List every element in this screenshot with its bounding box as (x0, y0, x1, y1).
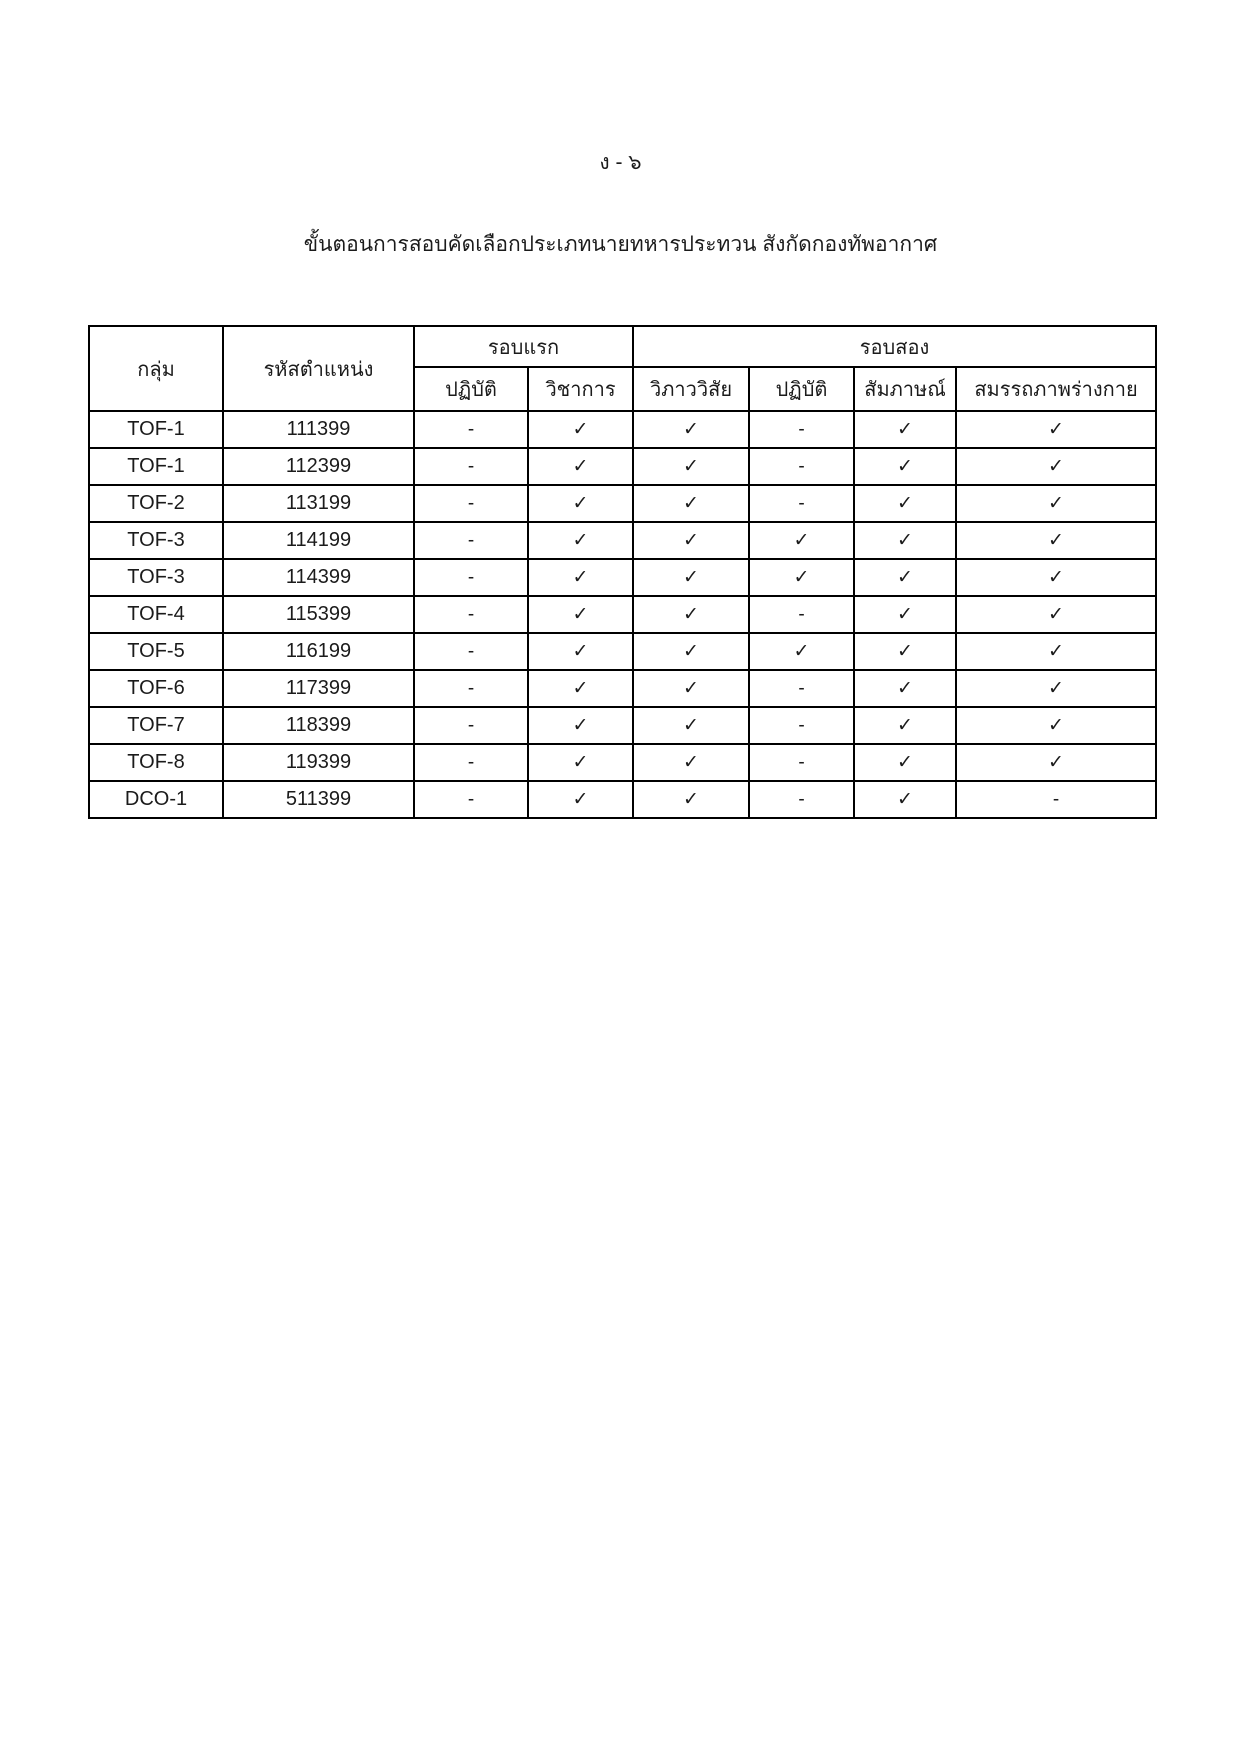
r1-academic-cell: ✓ (528, 781, 633, 818)
table-row (89, 448, 1156, 485)
r2-physical-cell: - (956, 781, 1156, 818)
r2-practical-cell: - (749, 485, 854, 522)
selection-process-table (88, 325, 1157, 819)
r2-objective-cell: ✓ (633, 559, 749, 596)
position-code-cell: 114399 (223, 559, 414, 596)
r1-academic-cell: ✓ (528, 559, 633, 596)
r1-academic-cell: ✓ (528, 744, 633, 781)
r2-interview-cell: ✓ (854, 707, 956, 744)
r2-physical-cell: ✓ (956, 707, 1156, 744)
r2-objective-cell: ✓ (633, 707, 749, 744)
r1-practical-cell: - (414, 781, 528, 818)
position-code-cell: 117399 (223, 670, 414, 707)
table-row (89, 633, 1156, 670)
r2-physical-cell: ✓ (956, 485, 1156, 522)
r2-physical-cell: ✓ (956, 596, 1156, 633)
group-cell: TOF-6 (89, 670, 223, 707)
r2-physical-cell: ✓ (956, 448, 1156, 485)
r1-practical-cell: - (414, 485, 528, 522)
table-row (89, 781, 1156, 818)
table-row (89, 559, 1156, 596)
table-row (89, 522, 1156, 559)
position-code-cell: 111399 (223, 411, 414, 448)
r2-practical-cell: - (749, 596, 854, 633)
r2-practical-cell: - (749, 411, 854, 448)
r1-practical-cell: - (414, 670, 528, 707)
group-cell: TOF-7 (89, 707, 223, 744)
r1-practical-cell: - (414, 411, 528, 448)
r1-academic-cell: ✓ (528, 633, 633, 670)
r2-physical-cell: ✓ (956, 559, 1156, 596)
header-row-top (89, 326, 1156, 367)
r2-physical-cell: ✓ (956, 744, 1156, 781)
r1-academic-cell: ✓ (528, 448, 633, 485)
r2-interview-cell: ✓ (854, 744, 956, 781)
r2-interview-cell: ✓ (854, 522, 956, 559)
header-round-one: รอบแรก (414, 326, 633, 367)
position-code-cell: 113199 (223, 485, 414, 522)
r2-interview-cell: ✓ (854, 633, 956, 670)
r2-interview-cell: ✓ (854, 411, 956, 448)
r1-practical-cell: - (414, 707, 528, 744)
table-row (89, 596, 1156, 633)
r2-objective-cell: ✓ (633, 744, 749, 781)
header-group: กลุ่ม (89, 326, 223, 411)
r2-objective-cell: ✓ (633, 596, 749, 633)
header-r2-practical: ปฏิบัติ (749, 367, 854, 411)
r1-practical-cell: - (414, 633, 528, 670)
table-row (89, 744, 1156, 781)
table-row (89, 670, 1156, 707)
header-r1-academic: วิชาการ (528, 367, 633, 411)
r1-practical-cell: - (414, 522, 528, 559)
position-code-cell: 118399 (223, 707, 414, 744)
r2-practical-cell: - (749, 744, 854, 781)
r2-physical-cell: ✓ (956, 633, 1156, 670)
group-cell: TOF-3 (89, 522, 223, 559)
group-cell: TOF-4 (89, 596, 223, 633)
table-row (89, 485, 1156, 522)
r2-interview-cell: ✓ (854, 596, 956, 633)
document-title: ขั้นตอนการสอบคัดเลือกประเภทนายทหารประทวน สังกัดกองทัพอากาศ (303, 233, 938, 256)
r1-academic-cell: ✓ (528, 707, 633, 744)
r2-practical-cell: - (749, 707, 854, 744)
r2-objective-cell: ✓ (633, 781, 749, 818)
group-cell: TOF-2 (89, 485, 223, 522)
r2-physical-cell: ✓ (956, 522, 1156, 559)
r1-academic-cell: ✓ (528, 411, 633, 448)
header-position-code: รหัสตำแหน่ง (223, 326, 414, 411)
header-r1-practical: ปฏิบัติ (414, 367, 528, 411)
r1-practical-cell: - (414, 596, 528, 633)
position-code-cell: 112399 (223, 448, 414, 485)
r2-practical-cell: - (749, 670, 854, 707)
r2-objective-cell: ✓ (633, 522, 749, 559)
r1-academic-cell: ✓ (528, 596, 633, 633)
r2-objective-cell: ✓ (633, 633, 749, 670)
r2-practical-cell: ✓ (749, 633, 854, 670)
position-code-cell: 115399 (223, 596, 414, 633)
r2-interview-cell: ✓ (854, 670, 956, 707)
r1-practical-cell: - (414, 448, 528, 485)
position-code-cell: 119399 (223, 744, 414, 781)
r2-practical-cell: - (749, 448, 854, 485)
header-r2-interview: สัมภาษณ์ (854, 367, 956, 411)
position-code-cell: 116199 (223, 633, 414, 670)
r1-academic-cell: ✓ (528, 670, 633, 707)
header-r2-physical: สมรรถภาพร่างกาย (956, 367, 1156, 411)
page-number-label: ง - ๖ (599, 151, 642, 174)
r2-objective-cell: ✓ (633, 411, 749, 448)
table-row (89, 411, 1156, 448)
r2-physical-cell: ✓ (956, 670, 1156, 707)
table-row (89, 707, 1156, 744)
header-r2-objective: วิภาววิสัย (633, 367, 749, 411)
r1-academic-cell: ✓ (528, 485, 633, 522)
r2-objective-cell: ✓ (633, 485, 749, 522)
header-round-two: รอบสอง (633, 326, 1156, 367)
r2-interview-cell: ✓ (854, 485, 956, 522)
group-cell: TOF-5 (89, 633, 223, 670)
r2-interview-cell: ✓ (854, 559, 956, 596)
r2-objective-cell: ✓ (633, 670, 749, 707)
r2-practical-cell: ✓ (749, 559, 854, 596)
group-cell: TOF-8 (89, 744, 223, 781)
r2-practical-cell: ✓ (749, 522, 854, 559)
r1-practical-cell: - (414, 744, 528, 781)
r1-academic-cell: ✓ (528, 522, 633, 559)
position-code-cell: 511399 (223, 781, 414, 818)
group-cell: DCO-1 (89, 781, 223, 818)
group-cell: TOF-1 (89, 411, 223, 448)
r2-practical-cell: - (749, 781, 854, 818)
r2-objective-cell: ✓ (633, 448, 749, 485)
position-code-cell: 114199 (223, 522, 414, 559)
group-cell: TOF-1 (89, 448, 223, 485)
r2-physical-cell: ✓ (956, 411, 1156, 448)
r2-interview-cell: ✓ (854, 448, 956, 485)
r2-interview-cell: ✓ (854, 781, 956, 818)
group-cell: TOF-3 (89, 559, 223, 596)
r1-practical-cell: - (414, 559, 528, 596)
